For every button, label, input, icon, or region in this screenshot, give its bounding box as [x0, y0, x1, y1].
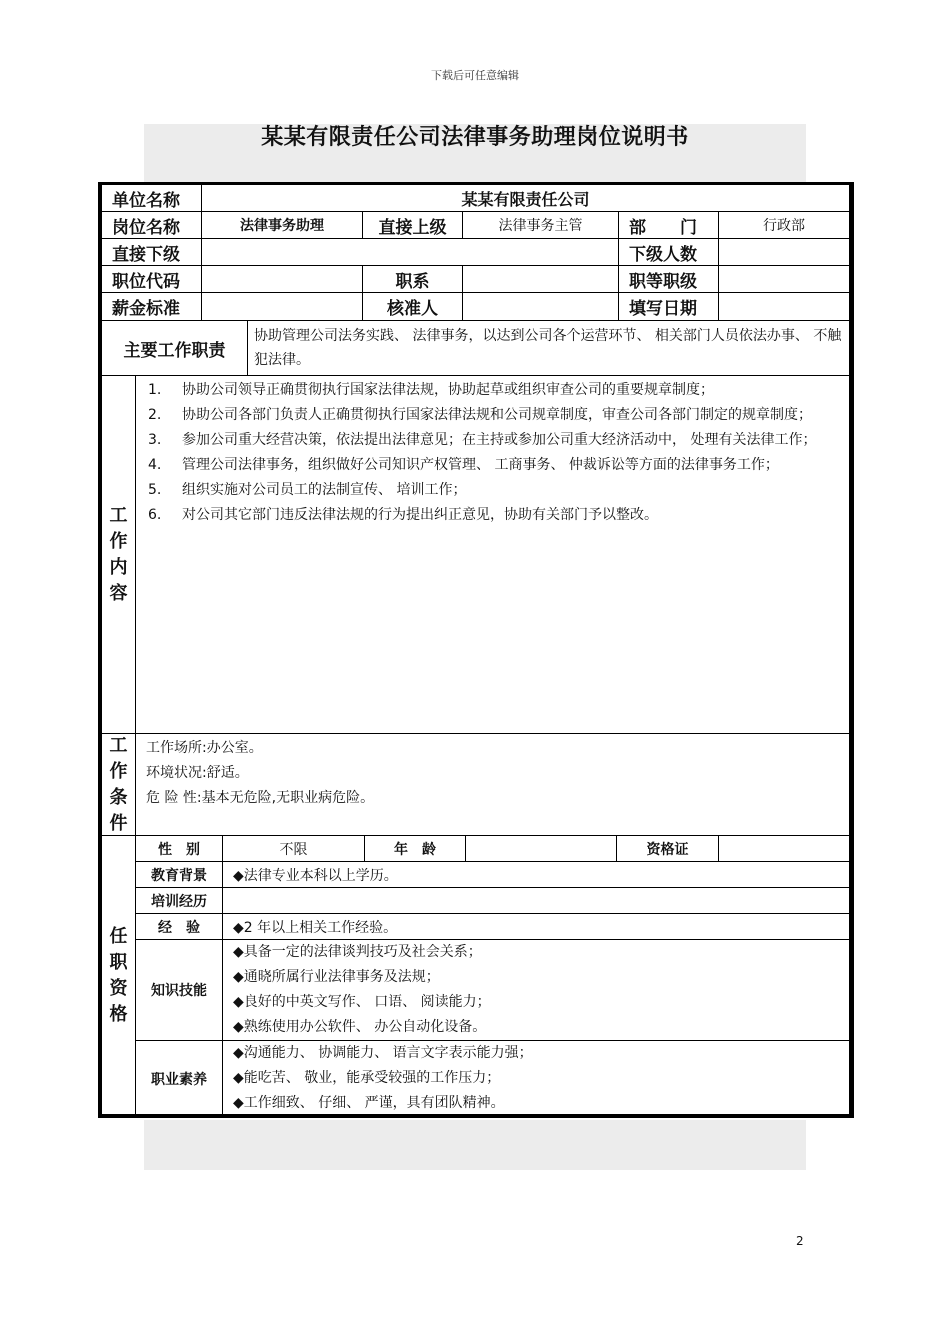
label-grade: 职等职级 [619, 266, 719, 293]
value-salary [202, 293, 363, 321]
knowledge-item: ◆通晓所属行业法律事务及法规； [233, 969, 440, 985]
label-age: 年 龄 [365, 836, 466, 862]
work-item: 2. 协助公司各部门负责人正确贯彻执行国家法律法规和公司规章制度，审查公司各部门制定的规章制度； [148, 407, 812, 423]
label-char: 内 [109, 556, 128, 578]
value-gender: 不限 [223, 836, 365, 862]
value-direct-subordinate [202, 239, 619, 266]
label-char: 工 [109, 504, 128, 526]
label-position-code: 职位代码 [102, 266, 202, 293]
value-subordinate-count [719, 239, 850, 266]
label-job-family: 职系 [363, 266, 463, 293]
label-quality: 职业素养 [136, 1041, 223, 1117]
label-knowledge: 知识技能 [136, 940, 223, 1041]
label-char: 容 [109, 582, 128, 604]
value-direct-superior: 法律事务主管 [463, 212, 619, 239]
label-fill-date: 填写日期 [619, 293, 719, 321]
page-number: 2 [796, 1234, 804, 1248]
label-char: 任 [109, 926, 128, 947]
label-direct-superior: 直接上级 [363, 212, 463, 239]
quality-list [223, 1041, 850, 1117]
label-char: 工 [109, 734, 128, 756]
value-certificate [719, 836, 850, 862]
knowledge-item: ◆熟练使用办公软件、 办公自动化设备。 [233, 1019, 487, 1035]
label-department: 部 门 [619, 212, 719, 239]
value-main-duty: 协助管理公司法务实践、 法律事务，以达到公司各个运营环节、 相关部门人员依法办事、 不触犯法律。 [248, 321, 850, 376]
quality-item: ◆沟通能力、 协调能力、 语言文字表示能力强； [233, 1045, 533, 1061]
knowledge-item: ◆具备一定的法律谈判技巧及社会关系； [233, 944, 482, 960]
label-education: 教育背景 [136, 862, 223, 888]
label-gender: 性 别 [136, 836, 223, 862]
label-qualifications [102, 836, 136, 1117]
value-training [223, 888, 850, 914]
job-description-table [98, 182, 854, 1118]
gray-band-bottom [144, 1120, 806, 1170]
label-char: 条 [109, 786, 128, 808]
document-title: 某某有限责任公司法律事务助理岗位说明书 [261, 125, 689, 150]
label-experience: 经 验 [136, 914, 223, 940]
work-item: 5. 组织实施对公司员工的法制宣传、 培训工作； [148, 482, 467, 498]
label-char: 作 [109, 760, 128, 782]
label-main-duty: 主要工作职责 [102, 321, 248, 376]
label-subordinate-count: 下级人数 [619, 239, 719, 266]
label-training: 培训经历 [136, 888, 223, 914]
label-salary: 薪金标准 [102, 293, 202, 321]
value-age [466, 836, 617, 862]
quality-item: ◆工作细致、 仔细、 严谨，具有团队精神。 [233, 1095, 505, 1111]
label-certificate: 资格证 [617, 836, 719, 862]
value-experience: ◆2 年以上相关工作经验。 [223, 914, 850, 940]
value-position-code [202, 266, 363, 293]
label-work-content [102, 376, 136, 734]
label-unit-name: 单位名称 [102, 185, 202, 212]
condition-line: 环境状况:舒适。 [146, 765, 249, 781]
label-approver: 核准人 [363, 293, 463, 321]
label-char: 职 [109, 952, 128, 973]
label-char: 件 [109, 812, 128, 834]
label-position-name: 岗位名称 [102, 212, 202, 239]
knowledge-list [223, 940, 850, 1041]
work-item: 3. 参加公司重大经营决策，依法提出法律意见；在主持或参加公司重大经济活动中， 处理有关法律工作； [148, 432, 817, 448]
value-job-family [463, 266, 619, 293]
value-education: ◆法律专业本科以上学历。 [223, 862, 850, 888]
label-work-conditions [102, 734, 136, 836]
label-char: 作 [109, 530, 128, 552]
work-item: 4. 管理公司法律事务，组织做好公司知识产权管理、 工商事务、 仲裁诉讼等方面的法律事务工作； [148, 457, 779, 473]
work-item: 1. 协助公司领导正确贯彻执行国家法律法规，协助起草或组织审查公司的重要规章制度； [148, 382, 714, 398]
value-unit-name: 某某有限责任公司 [202, 185, 850, 212]
quality-item: ◆能吃苦、 敬业，能承受较强的工作压力； [233, 1070, 501, 1086]
knowledge-item: ◆良好的中英文写作、 口语、 阅读能力； [233, 994, 491, 1010]
work-content-list [136, 376, 850, 734]
value-approver [463, 293, 619, 321]
condition-line: 工作场所:办公室。 [146, 740, 263, 756]
work-item: 6. 对公司其它部门违反法律法规的行为提出纠正意见，协助有关部门予以整改。 [148, 507, 658, 523]
value-position-name: 法律事务助理 [202, 212, 363, 239]
header-note: 下载后可任意编辑 [431, 69, 519, 82]
value-fill-date [719, 293, 850, 321]
value-department: 行政部 [719, 212, 850, 239]
label-char: 资 [109, 978, 128, 999]
value-grade [719, 266, 850, 293]
work-conditions-list [136, 734, 850, 836]
label-direct-subordinate: 直接下级 [102, 239, 202, 266]
label-char: 格 [109, 1004, 128, 1025]
condition-line: 危 险 性:基本无危险,无职业病危险。 [146, 790, 375, 806]
